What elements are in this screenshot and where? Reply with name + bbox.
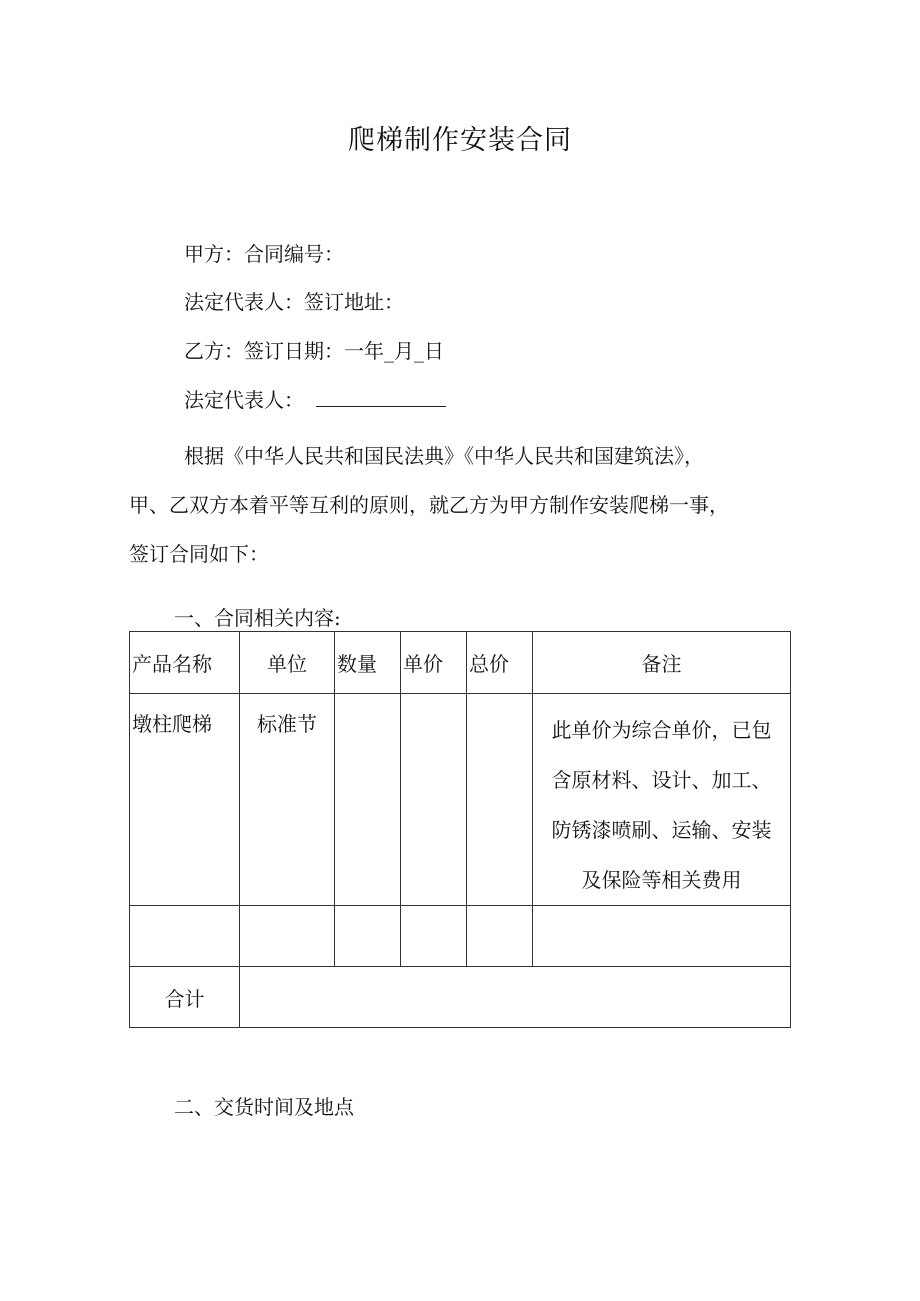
empty-cell xyxy=(335,906,401,967)
empty-cell xyxy=(130,906,240,967)
remark-line: 及保险等相关费用 xyxy=(581,868,742,892)
empty-cell xyxy=(533,906,791,967)
empty-cell xyxy=(401,906,467,967)
party-a-line: 甲方：合同编号： xyxy=(184,242,344,266)
cell-product-name: 墩柱爬梯 xyxy=(130,694,240,906)
table-total-row xyxy=(130,967,791,1028)
table-row-empty xyxy=(130,906,791,967)
cell-total-price xyxy=(467,694,533,906)
header-unit: 单位 xyxy=(240,632,335,694)
header-remark: 备注 xyxy=(533,632,791,694)
empty-cell xyxy=(467,906,533,967)
table-row xyxy=(130,694,791,906)
party-b-representative-line xyxy=(184,387,446,413)
cell-unit-price xyxy=(401,694,467,906)
cell-quantity xyxy=(335,694,401,906)
contract-items-table xyxy=(129,631,791,1028)
header-unit-price: 单价 xyxy=(401,632,467,694)
party-a-representative-line: 法定代表人：签订地址： xyxy=(184,290,404,314)
section-2-heading: 二、交货时间及地点 xyxy=(174,1095,354,1119)
empty-cell xyxy=(240,906,335,967)
cell-remark xyxy=(533,694,791,906)
remark-line: 此单价为综合单价，已包 xyxy=(551,718,772,742)
intro-line-2: 甲、乙双方本着平等互利的原则，就乙方为甲方制作安装爬梯一事， xyxy=(129,493,729,517)
header-quantity: 数量 xyxy=(335,632,401,694)
total-label: 合计 xyxy=(130,967,240,1028)
document-title: 爬梯制作安装合同 xyxy=(348,125,572,156)
section-1-heading: 一、合同相关内容: xyxy=(174,606,341,630)
intro-line-3: 签订合同如下： xyxy=(129,542,269,566)
total-value-cell xyxy=(240,967,791,1028)
remark-line: 防锈漆喷刷、运输、安装 xyxy=(551,818,772,842)
party-b-line: 乙方：签订日期：一年_月_日 xyxy=(184,339,444,363)
table-header-row xyxy=(130,632,791,694)
party-b-representative-label: 法定代表人： xyxy=(184,388,304,412)
header-total-price: 总价 xyxy=(467,632,533,694)
header-product-name: 产品名称 xyxy=(130,632,240,694)
intro-line-1: 根据《中华人民共和国民法典》《中华人民共和国建筑法》， xyxy=(184,444,704,468)
remark-line: 含原材料、设计、加工、 xyxy=(551,768,772,792)
signature-blank xyxy=(316,392,446,407)
cell-unit: 标准节 xyxy=(240,694,335,906)
